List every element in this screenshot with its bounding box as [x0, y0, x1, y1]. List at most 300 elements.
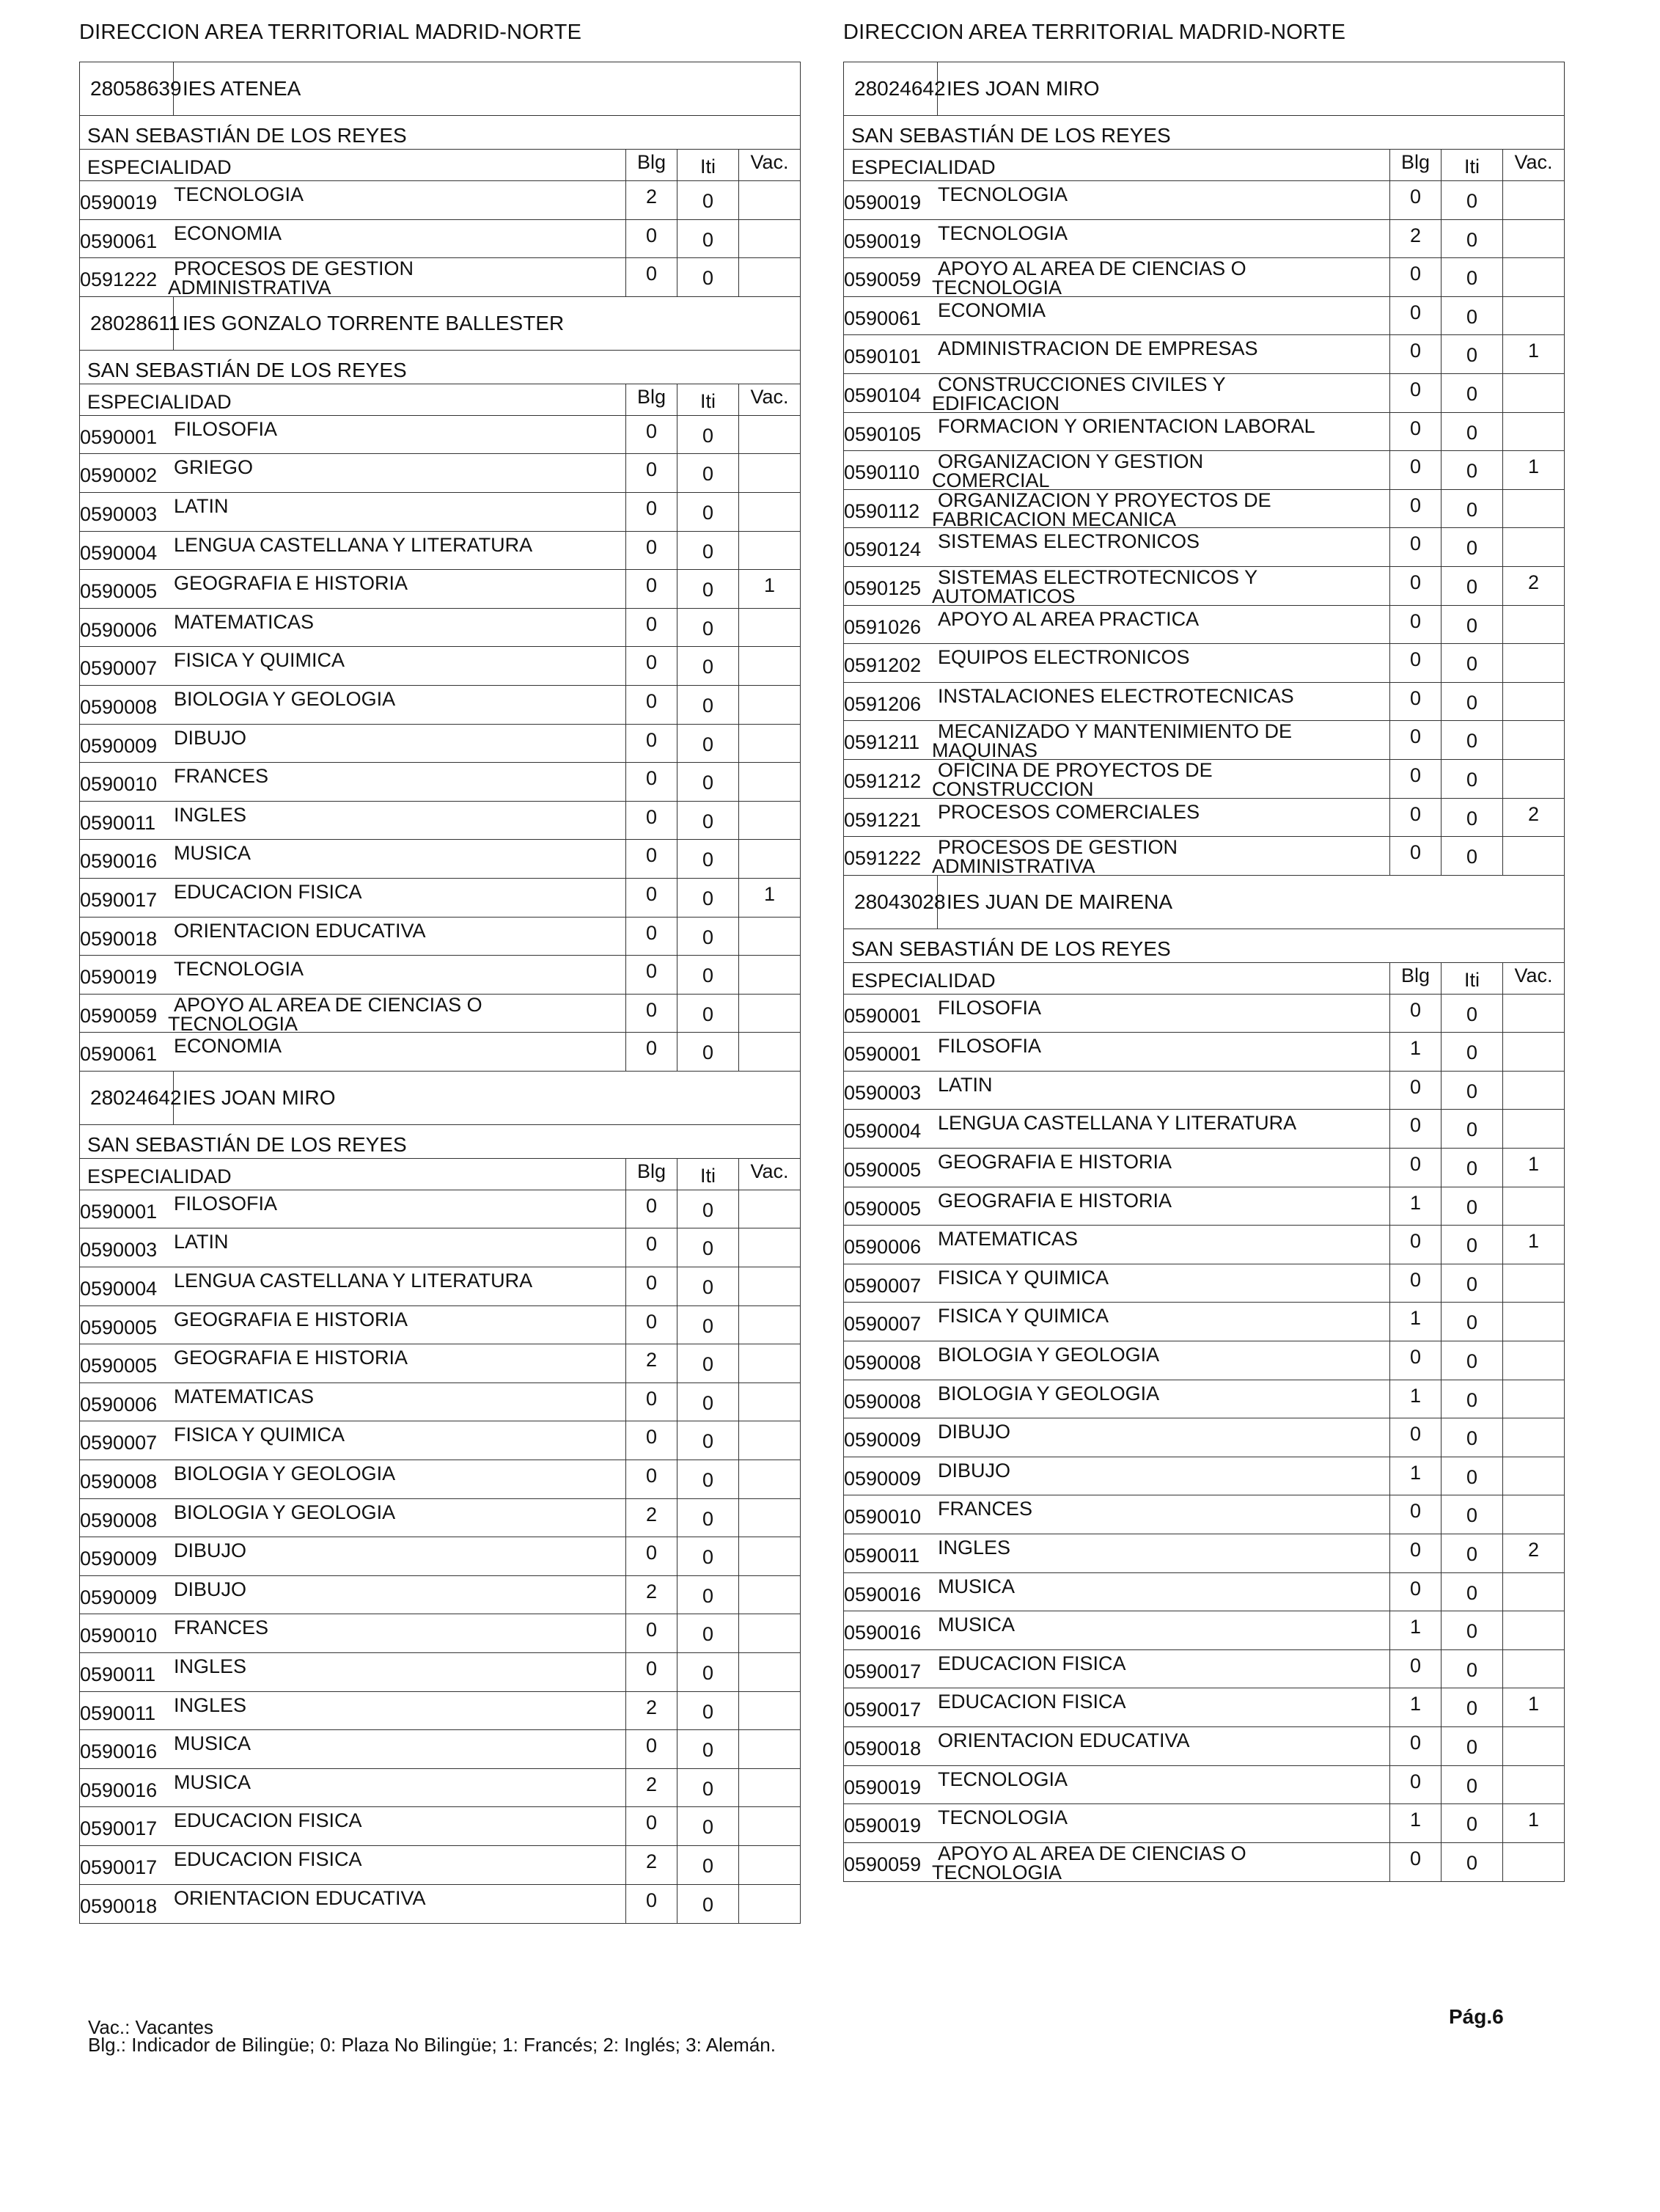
- specialty-name: [174, 1656, 614, 1677]
- especialidad-cell: [844, 1226, 1389, 1264]
- specialty-name-line1: APOYO AL AREA PRACTICA: [938, 607, 1200, 630]
- header-iti: Iti: [677, 1159, 738, 1190]
- specialty-name-line1: GEOGRAFIA E HISTORIA: [938, 1189, 1172, 1212]
- specialty-name: [938, 1730, 1378, 1751]
- center-name: IES GONZALO TORRENTE BALLESTER: [183, 311, 565, 334]
- table-row: [844, 1264, 1564, 1303]
- specialty-name-line1: ADMINISTRACION DE EMPRESAS: [938, 337, 1258, 360]
- specialty-code: 0590125: [844, 576, 922, 599]
- especialidad-cell: [844, 297, 1389, 335]
- especialidad-cell: [844, 995, 1389, 1033]
- vac-value: [1502, 181, 1564, 219]
- specialty-name: [938, 1190, 1378, 1211]
- specialty-name: [938, 1383, 1378, 1404]
- table-row: [844, 1573, 1564, 1612]
- specialty-name-line2: MAQUINAS: [932, 739, 1038, 762]
- specialty-name: [174, 1036, 614, 1056]
- specialty-name-line2: ADMINISTRATIVA: [932, 855, 1095, 878]
- table-row: [844, 683, 1564, 722]
- header-especialidad: ESPECIALIDAD: [87, 1165, 232, 1187]
- blg-value: 0: [625, 570, 677, 608]
- vac-value: [738, 1692, 800, 1730]
- specialty-name-line2: EDIFICACION: [932, 392, 1060, 414]
- header-vac: Vac.: [1502, 150, 1564, 180]
- table-row: [80, 493, 800, 532]
- specialty-name: [938, 1614, 1378, 1635]
- specialty-name-line1: FISICA Y QUIMICA: [174, 1424, 345, 1446]
- blg-value: 2: [625, 1846, 677, 1884]
- specialty-name: [174, 1309, 614, 1330]
- specialty-code: 0590059: [80, 1004, 158, 1027]
- specialty-name: [174, 419, 614, 439]
- specialty-name-line1: LATIN: [938, 1073, 993, 1096]
- vac-value: 1: [1502, 335, 1564, 373]
- blg-value: 0: [625, 609, 677, 647]
- region-title: DIRECCION AREA TERRITORIAL MADRID-NORTE: [843, 21, 1346, 44]
- table-row: [844, 1110, 1564, 1149]
- especialidad-cell: [80, 1267, 625, 1305]
- table-row: [80, 686, 800, 725]
- especialidad-cell: [80, 1460, 625, 1498]
- specialty-code: 0590003: [80, 1239, 158, 1261]
- vac-value: [738, 416, 800, 454]
- blg-value: 0: [1389, 1264, 1441, 1303]
- specialty-name: [174, 1540, 614, 1561]
- blg-value: 0: [625, 956, 677, 994]
- specialty-name-line1: INSTALACIONES ELECTROTECNICAS: [938, 684, 1294, 707]
- specialty-code: 0590018: [80, 1894, 158, 1917]
- vac-value: [738, 1653, 800, 1691]
- blg-value: 0: [625, 1033, 677, 1071]
- specialty-name: [174, 766, 614, 786]
- table-row: [844, 1843, 1564, 1882]
- specialty-code: 0590016: [80, 1740, 158, 1763]
- blg-value: 0: [1389, 490, 1441, 528]
- iti-value: 0: [677, 1460, 738, 1498]
- header-especialidad: ESPECIALIDAD: [851, 156, 996, 178]
- vac-value: [1502, 490, 1564, 528]
- specialty-code: 0591202: [844, 654, 922, 677]
- vac-value: [738, 1344, 800, 1382]
- specialty-name: [932, 450, 1378, 492]
- specialty-name-line1: FILOSOFIA: [174, 1192, 278, 1215]
- specialty-name-line1: OFICINA DE PROYECTOS DE: [938, 758, 1213, 781]
- vac-value: [1502, 1341, 1564, 1380]
- vac-value: 1: [1502, 451, 1564, 489]
- iti-value: 0: [1441, 490, 1502, 528]
- especialidad-cell: [80, 493, 625, 531]
- blg-value: 0: [625, 725, 677, 763]
- especialidad-cell: [80, 1228, 625, 1267]
- blg-value: 0: [625, 1228, 677, 1267]
- iti-value: 0: [677, 686, 738, 724]
- specialty-code: 0590004: [80, 541, 158, 564]
- specialty-code: 0591222: [80, 268, 158, 291]
- iti-value: 0: [1441, 1264, 1502, 1303]
- specialty-name: [938, 1691, 1378, 1712]
- header-iti: Iti: [1441, 963, 1502, 994]
- column-headers: [80, 150, 800, 181]
- specialty-name-line2: TECNOLOGIA: [932, 276, 1062, 299]
- vac-value: [738, 1499, 800, 1537]
- especialidad-cell: [80, 1576, 625, 1614]
- blg-value: 0: [625, 840, 677, 878]
- especialidad-cell: [844, 490, 1389, 528]
- specialty-name-line1: SISTEMAS ELECTROTECNICOS Y: [938, 565, 1258, 588]
- specialty-code: 0590059: [844, 1853, 922, 1875]
- specialty-code: 0590009: [80, 734, 158, 757]
- table-row: [844, 1149, 1564, 1187]
- blg-value: 0: [625, 1267, 677, 1305]
- specialty-code: 0590017: [844, 1699, 922, 1721]
- iti-value: 0: [1441, 1573, 1502, 1611]
- especialidad-cell: [80, 1807, 625, 1845]
- vac-value: 1: [1502, 1149, 1564, 1187]
- blg-value: 0: [625, 802, 677, 840]
- table-row: [844, 799, 1564, 838]
- specialty-code: 0590001: [80, 1200, 158, 1223]
- blg-value: 0: [1389, 528, 1441, 566]
- table-row: [80, 879, 800, 918]
- vac-value: [1502, 760, 1564, 798]
- iti-value: 0: [1441, 1149, 1502, 1187]
- specialty-name-line2: COMERCIAL: [932, 469, 1050, 492]
- table-row: [844, 528, 1564, 567]
- specialty-code: 0590005: [80, 1316, 158, 1338]
- specialty-code: 0590008: [80, 695, 158, 718]
- iti-value: 0: [1441, 1033, 1502, 1071]
- iti-value: 0: [677, 493, 738, 531]
- iti-value: 0: [1441, 258, 1502, 296]
- especialidad-cell: [80, 1421, 625, 1460]
- iti-value: 0: [1441, 644, 1502, 682]
- blg-value: 0: [1389, 1650, 1441, 1688]
- specialty-name-line1: LENGUA CASTELLANA Y LITERATURA: [938, 1112, 1297, 1135]
- iti-value: 0: [677, 1228, 738, 1267]
- specialty-code: 0590005: [80, 1355, 158, 1377]
- specialty-name-line2: FABRICACION MECANICA: [932, 508, 1177, 530]
- specialty-name-line1: EQUIPOS ELECTRONICOS: [938, 646, 1190, 669]
- table-row: [844, 1072, 1564, 1110]
- blg-value: 0: [1389, 374, 1441, 412]
- specialty-name-line2: ADMINISTRATIVA: [168, 276, 331, 299]
- especialidad-cell: [844, 413, 1389, 451]
- iti-value: 0: [677, 1383, 738, 1421]
- vac-value: 2: [1502, 1534, 1564, 1572]
- specialty-name: [938, 531, 1378, 552]
- vac-value: [738, 1460, 800, 1498]
- specialty-name: [938, 1036, 1378, 1056]
- especialidad-cell: [80, 416, 625, 454]
- blg-value: 1: [1389, 1611, 1441, 1649]
- specialty-code: 0590112: [844, 499, 920, 522]
- vac-value: [1502, 721, 1564, 759]
- table-row: [844, 1804, 1564, 1843]
- blg-value: 0: [625, 532, 677, 570]
- table-row: [80, 918, 800, 956]
- blg-value: 2: [1389, 220, 1441, 258]
- specialty-name-line1: MUSICA: [174, 1732, 251, 1755]
- especialidad-cell: [844, 1149, 1389, 1187]
- blg-value: 0: [1389, 1149, 1441, 1187]
- specialty-name: [932, 758, 1378, 800]
- header-vac: Vac.: [1502, 963, 1564, 994]
- iti-value: 0: [1441, 799, 1502, 837]
- iti-value: 0: [1441, 1457, 1502, 1495]
- column-headers: [80, 1159, 800, 1190]
- especialidad-cell: [80, 1692, 625, 1730]
- table-row: [80, 956, 800, 995]
- iti-value: 0: [1441, 451, 1502, 489]
- specialty-name-line1: ORGANIZACION Y PROYECTOS DE: [938, 488, 1271, 511]
- center-code: 28058639: [80, 62, 174, 115]
- vac-value: [1502, 220, 1564, 258]
- iti-value: 0: [1441, 1534, 1502, 1572]
- iti-value: 0: [677, 454, 738, 492]
- specialty-name-line1: LENGUA CASTELLANA Y LITERATURA: [174, 1270, 533, 1292]
- table-row: [80, 258, 800, 297]
- table-row: [80, 1460, 800, 1499]
- vac-value: 1: [1502, 1804, 1564, 1842]
- blg-value: 1: [1389, 1303, 1441, 1341]
- center-name: IES JOAN MIRO: [947, 77, 1100, 100]
- table-row: [80, 1267, 800, 1306]
- iti-value: 0: [677, 1807, 738, 1845]
- vac-value: [1502, 528, 1564, 566]
- specialty-name: [932, 720, 1378, 762]
- specialty-code: 0590016: [80, 850, 158, 873]
- specialty-name-line1: ORGANIZACION Y GESTION: [938, 450, 1204, 473]
- vac-value: [738, 956, 800, 994]
- specialty-name: [938, 997, 1378, 1018]
- specialty-code: 0591211: [844, 731, 920, 754]
- specialty-name-line1: DIBUJO: [938, 1459, 1011, 1482]
- specialty-code: 0590006: [80, 618, 158, 641]
- iti-value: 0: [1441, 1418, 1502, 1457]
- specialty-name-line1: GEOGRAFIA E HISTORIA: [174, 572, 408, 595]
- blg-value: 0: [1389, 258, 1441, 296]
- specialty-name: [174, 496, 614, 516]
- specialty-name-line1: BIOLOGIA Y GEOLOGIA: [174, 687, 396, 710]
- especialidad-cell: [80, 220, 625, 258]
- especialidad-cell: [80, 918, 625, 956]
- specialty-name-line1: GEOGRAFIA E HISTORIA: [174, 1347, 408, 1369]
- specialty-code: 0590104: [844, 384, 922, 406]
- iti-value: 0: [677, 1306, 738, 1344]
- specialty-name-line1: INGLES: [174, 1693, 247, 1716]
- specialty-name-line1: MUSICA: [938, 1575, 1016, 1597]
- specialty-code: 0591026: [844, 615, 922, 638]
- iti-value: 0: [677, 995, 738, 1033]
- blg-value: 0: [625, 1537, 677, 1575]
- iti-value: 0: [677, 609, 738, 647]
- especialidad-cell: [80, 181, 625, 219]
- specialty-code: 0590002: [80, 464, 158, 487]
- header-vac: Vac.: [738, 1159, 800, 1190]
- blg-value: 2: [625, 1692, 677, 1730]
- blg-value: 0: [1389, 1418, 1441, 1457]
- specialty-name-line1: DIBUJO: [938, 1421, 1011, 1443]
- specialty-code: 0590008: [844, 1352, 922, 1374]
- specialty-name-line1: ECONOMIA: [174, 1035, 282, 1058]
- specialty-code: 0590018: [80, 927, 158, 950]
- especialidad-cell: [844, 220, 1389, 258]
- page-number: Pág.6: [1449, 2005, 1504, 2028]
- table-row: [844, 1380, 1564, 1419]
- specialty-name-line1: MATEMATICAS: [174, 1385, 315, 1407]
- specialty-name-line1: FISICA Y QUIMICA: [174, 649, 345, 672]
- especialidad-cell: [844, 1611, 1389, 1649]
- specialty-name: [938, 1113, 1378, 1133]
- especialidad-cell: [844, 606, 1389, 644]
- vac-value: [738, 1614, 800, 1652]
- header-especialidad: ESPECIALIDAD: [851, 969, 996, 992]
- vac-value: [738, 493, 800, 531]
- specialty-code: 0590005: [844, 1159, 922, 1182]
- iti-value: 0: [677, 956, 738, 994]
- iti-value: 0: [677, 725, 738, 763]
- vac-value: [1502, 1843, 1564, 1882]
- table-row: [844, 721, 1564, 760]
- especialidad-cell: [844, 1495, 1389, 1534]
- specialty-name: [938, 416, 1378, 436]
- iti-value: 0: [1441, 1226, 1502, 1264]
- specialty-name-line1: EDUCACION FISICA: [938, 1652, 1126, 1674]
- table-row: [844, 451, 1564, 490]
- iti-value: 0: [677, 1653, 738, 1691]
- specialty-code: 0590016: [844, 1622, 922, 1644]
- especialidad-cell: [844, 1534, 1389, 1572]
- table-row: [80, 181, 800, 220]
- specialty-name-line2: AUTOMATICOS: [932, 585, 1076, 607]
- blg-value: 0: [1389, 799, 1441, 837]
- specialty-name: [174, 1617, 614, 1638]
- blg-value: 0: [1389, 1766, 1441, 1804]
- header-iti: Iti: [1441, 150, 1502, 180]
- specialty-name-line1: FRANCES: [174, 765, 269, 788]
- vac-value: [1502, 837, 1564, 875]
- table-row: [844, 220, 1564, 259]
- table-row: [844, 1650, 1564, 1689]
- specialty-name: [932, 836, 1378, 878]
- specialty-name: [938, 223, 1378, 243]
- specialty-name: [174, 650, 614, 670]
- table-row: [844, 1766, 1564, 1805]
- especialidad-cell: [80, 1653, 625, 1691]
- especialidad-cell: [844, 1341, 1389, 1380]
- blg-value: 0: [1389, 335, 1441, 373]
- vac-value: [738, 1537, 800, 1575]
- iti-value: 0: [1441, 1495, 1502, 1534]
- vac-value: [1502, 297, 1564, 335]
- specialty-name-line1: ECONOMIA: [938, 299, 1046, 321]
- specialty-name-line1: BIOLOGIA Y GEOLOGIA: [938, 1382, 1160, 1405]
- blg-value: 0: [1389, 760, 1441, 798]
- table-row: [844, 1688, 1564, 1727]
- specialty-name-line1: EDUCACION FISICA: [174, 880, 362, 903]
- table-row: [80, 1033, 800, 1072]
- table-row: [80, 725, 800, 763]
- specialty-name-line1: DIBUJO: [174, 726, 247, 749]
- table-row: [80, 1537, 800, 1576]
- specialty-name: [938, 1460, 1378, 1481]
- specialty-name-line1: DIBUJO: [174, 1578, 247, 1600]
- iti-value: 0: [1441, 1072, 1502, 1110]
- blg-value: 0: [625, 454, 677, 492]
- iti-value: 0: [677, 647, 738, 685]
- iti-value: 0: [1441, 567, 1502, 605]
- vac-value: [1502, 995, 1564, 1033]
- iti-value: 0: [677, 1344, 738, 1382]
- especialidad-cell: [80, 1383, 625, 1421]
- vac-value: [738, 1807, 800, 1845]
- specialty-name-line1: FRANCES: [174, 1616, 269, 1639]
- specialty-name-line1: APOYO AL AREA DE CIENCIAS O: [938, 257, 1246, 280]
- specialty-name: [938, 338, 1378, 359]
- especialidad-cell: [844, 450, 1389, 492]
- blg-value: 0: [625, 995, 677, 1033]
- specialty-code: 0590009: [80, 1548, 158, 1570]
- iti-value: 0: [1441, 995, 1502, 1033]
- vac-value: [738, 1769, 800, 1807]
- vac-value: [738, 1383, 800, 1421]
- header-especialidad: ESPECIALIDAD: [87, 390, 232, 413]
- vac-value: [738, 1033, 800, 1071]
- blg-value: 0: [1389, 837, 1441, 875]
- specialty-name-line1: SISTEMAS ELECTRONICOS: [938, 530, 1200, 553]
- specialty-name-line1: TECNOLOGIA: [938, 1768, 1068, 1790]
- specialty-name: [938, 300, 1378, 321]
- iti-value: 0: [1441, 1303, 1502, 1341]
- center-name: IES ATENEA: [183, 77, 301, 100]
- specialty-name: [938, 1151, 1378, 1172]
- iti-value: 0: [677, 258, 738, 296]
- region-title: DIRECCION AREA TERRITORIAL MADRID-NORTE: [79, 21, 582, 44]
- specialty-name-line1: INGLES: [938, 1537, 1011, 1559]
- blg-value: 0: [1389, 1727, 1441, 1765]
- especialidad-cell: [80, 570, 625, 608]
- especialidad-cell: [80, 454, 625, 492]
- specialty-code: 0590061: [80, 1043, 158, 1066]
- table-row: [844, 335, 1564, 374]
- iti-value: 0: [1441, 683, 1502, 721]
- table-row: [844, 1226, 1564, 1264]
- table-row: [844, 297, 1564, 336]
- specialty-code: 0590019: [80, 966, 158, 989]
- header-vac: Vac.: [738, 150, 800, 180]
- specialty-name: [174, 612, 614, 632]
- specialty-code: 0590005: [844, 1197, 922, 1220]
- specialty-name: [174, 223, 614, 243]
- specialty-name-line1: MATEMATICAS: [174, 610, 315, 633]
- specialty-code: 0590101: [844, 345, 922, 368]
- specialty-name-line1: CONSTRUCCIONES CIVILES Y: [938, 373, 1226, 395]
- table-row: [80, 1885, 800, 1924]
- table-row: [844, 1727, 1564, 1766]
- vac-value: [738, 802, 800, 840]
- iti-value: 0: [677, 1190, 738, 1228]
- table-row: [80, 570, 800, 609]
- specialty-code: 0590011: [80, 811, 156, 834]
- iti-value: 0: [677, 1033, 738, 1071]
- table-row: [844, 1187, 1564, 1226]
- specialty-code: 0590001: [844, 1004, 922, 1027]
- iti-value: 0: [1441, 413, 1502, 451]
- especialidad-cell: [844, 720, 1389, 762]
- specialty-name-line1: INGLES: [174, 1655, 247, 1677]
- blg-value: 0: [625, 918, 677, 956]
- blg-value: 0: [1389, 181, 1441, 219]
